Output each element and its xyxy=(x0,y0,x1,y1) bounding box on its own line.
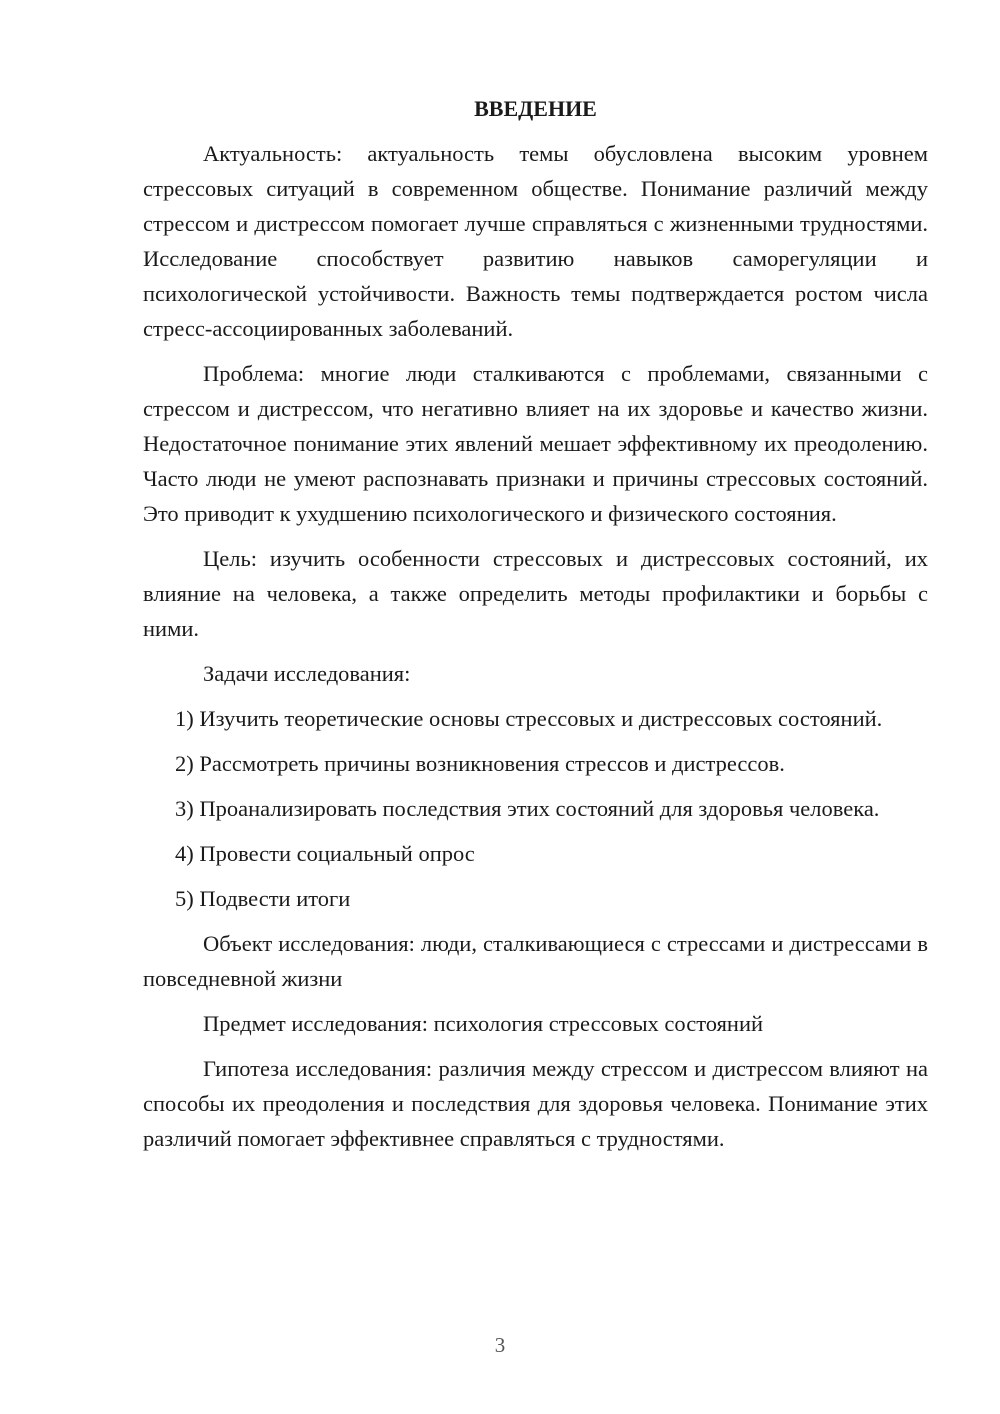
section-title: ВВЕДЕНИЕ xyxy=(474,96,597,121)
problem-paragraph: Проблема: многие люди сталкиваются с проблемами, связанными с стрессом и дистрессом, что негативно влияет на их здоровье и качество жизни. Недостаточное понимание этих явлений мешает эффективному их преодолению. Часто люди не умеют распознавать признаки и причины стрессовых состояний. Это приводит к ухудшению психологического и физического состояния. xyxy=(143,361,928,526)
task-item-5: 5) Подвести итоги xyxy=(175,886,351,911)
page-number: 3 xyxy=(494,1333,506,1357)
tasks-heading: Задачи исследования: xyxy=(203,661,411,686)
relevance-paragraph: Актуальность: актуальность темы обусловлена высоким уровнем стрессовых ситуаций в современном обществе. Понимание различий между стрессом и дистрессом помогает лучше справляться с жизненными трудностями. Исследование способствует развитию навыков саморегуляции и психологической устойчивости. Важность темы подтверждается ростом числа стресс-ассоциированных заболеваний. xyxy=(143,141,928,341)
goal-paragraph: Цель: изучить особенности стрессовых и дистрессовых состояний, их влияние на человека, а также определить методы профилактики и борьбы с ними. xyxy=(143,546,928,641)
hypothesis-paragraph: Гипотеза исследования: различия между стрессом и дистрессом влияют на способы их преодоления и последствия для здоровья человека. Понимание этих различий помогает эффективнее справляться с трудностями. xyxy=(143,1056,928,1151)
object-paragraph: Объект исследования: люди, сталкивающиеся с стрессами и дистрессами в повседневной жизни xyxy=(143,931,928,991)
task-item-4: 4) Провести социальный опрос xyxy=(175,841,475,866)
task-item-3: 3) Проанализировать последствия этих состояний для здоровья человека. xyxy=(175,796,880,821)
document-page xyxy=(143,94,928,1166)
subject-paragraph: Предмет исследования: психология стрессовых состояний xyxy=(203,1011,764,1036)
task-item-1: 1) Изучить теоретические основы стрессовых и дистрессовых состояний. xyxy=(175,706,883,731)
task-item-2: 2) Рассмотреть причины возникновения стрессов и дистрессов. xyxy=(175,751,785,776)
